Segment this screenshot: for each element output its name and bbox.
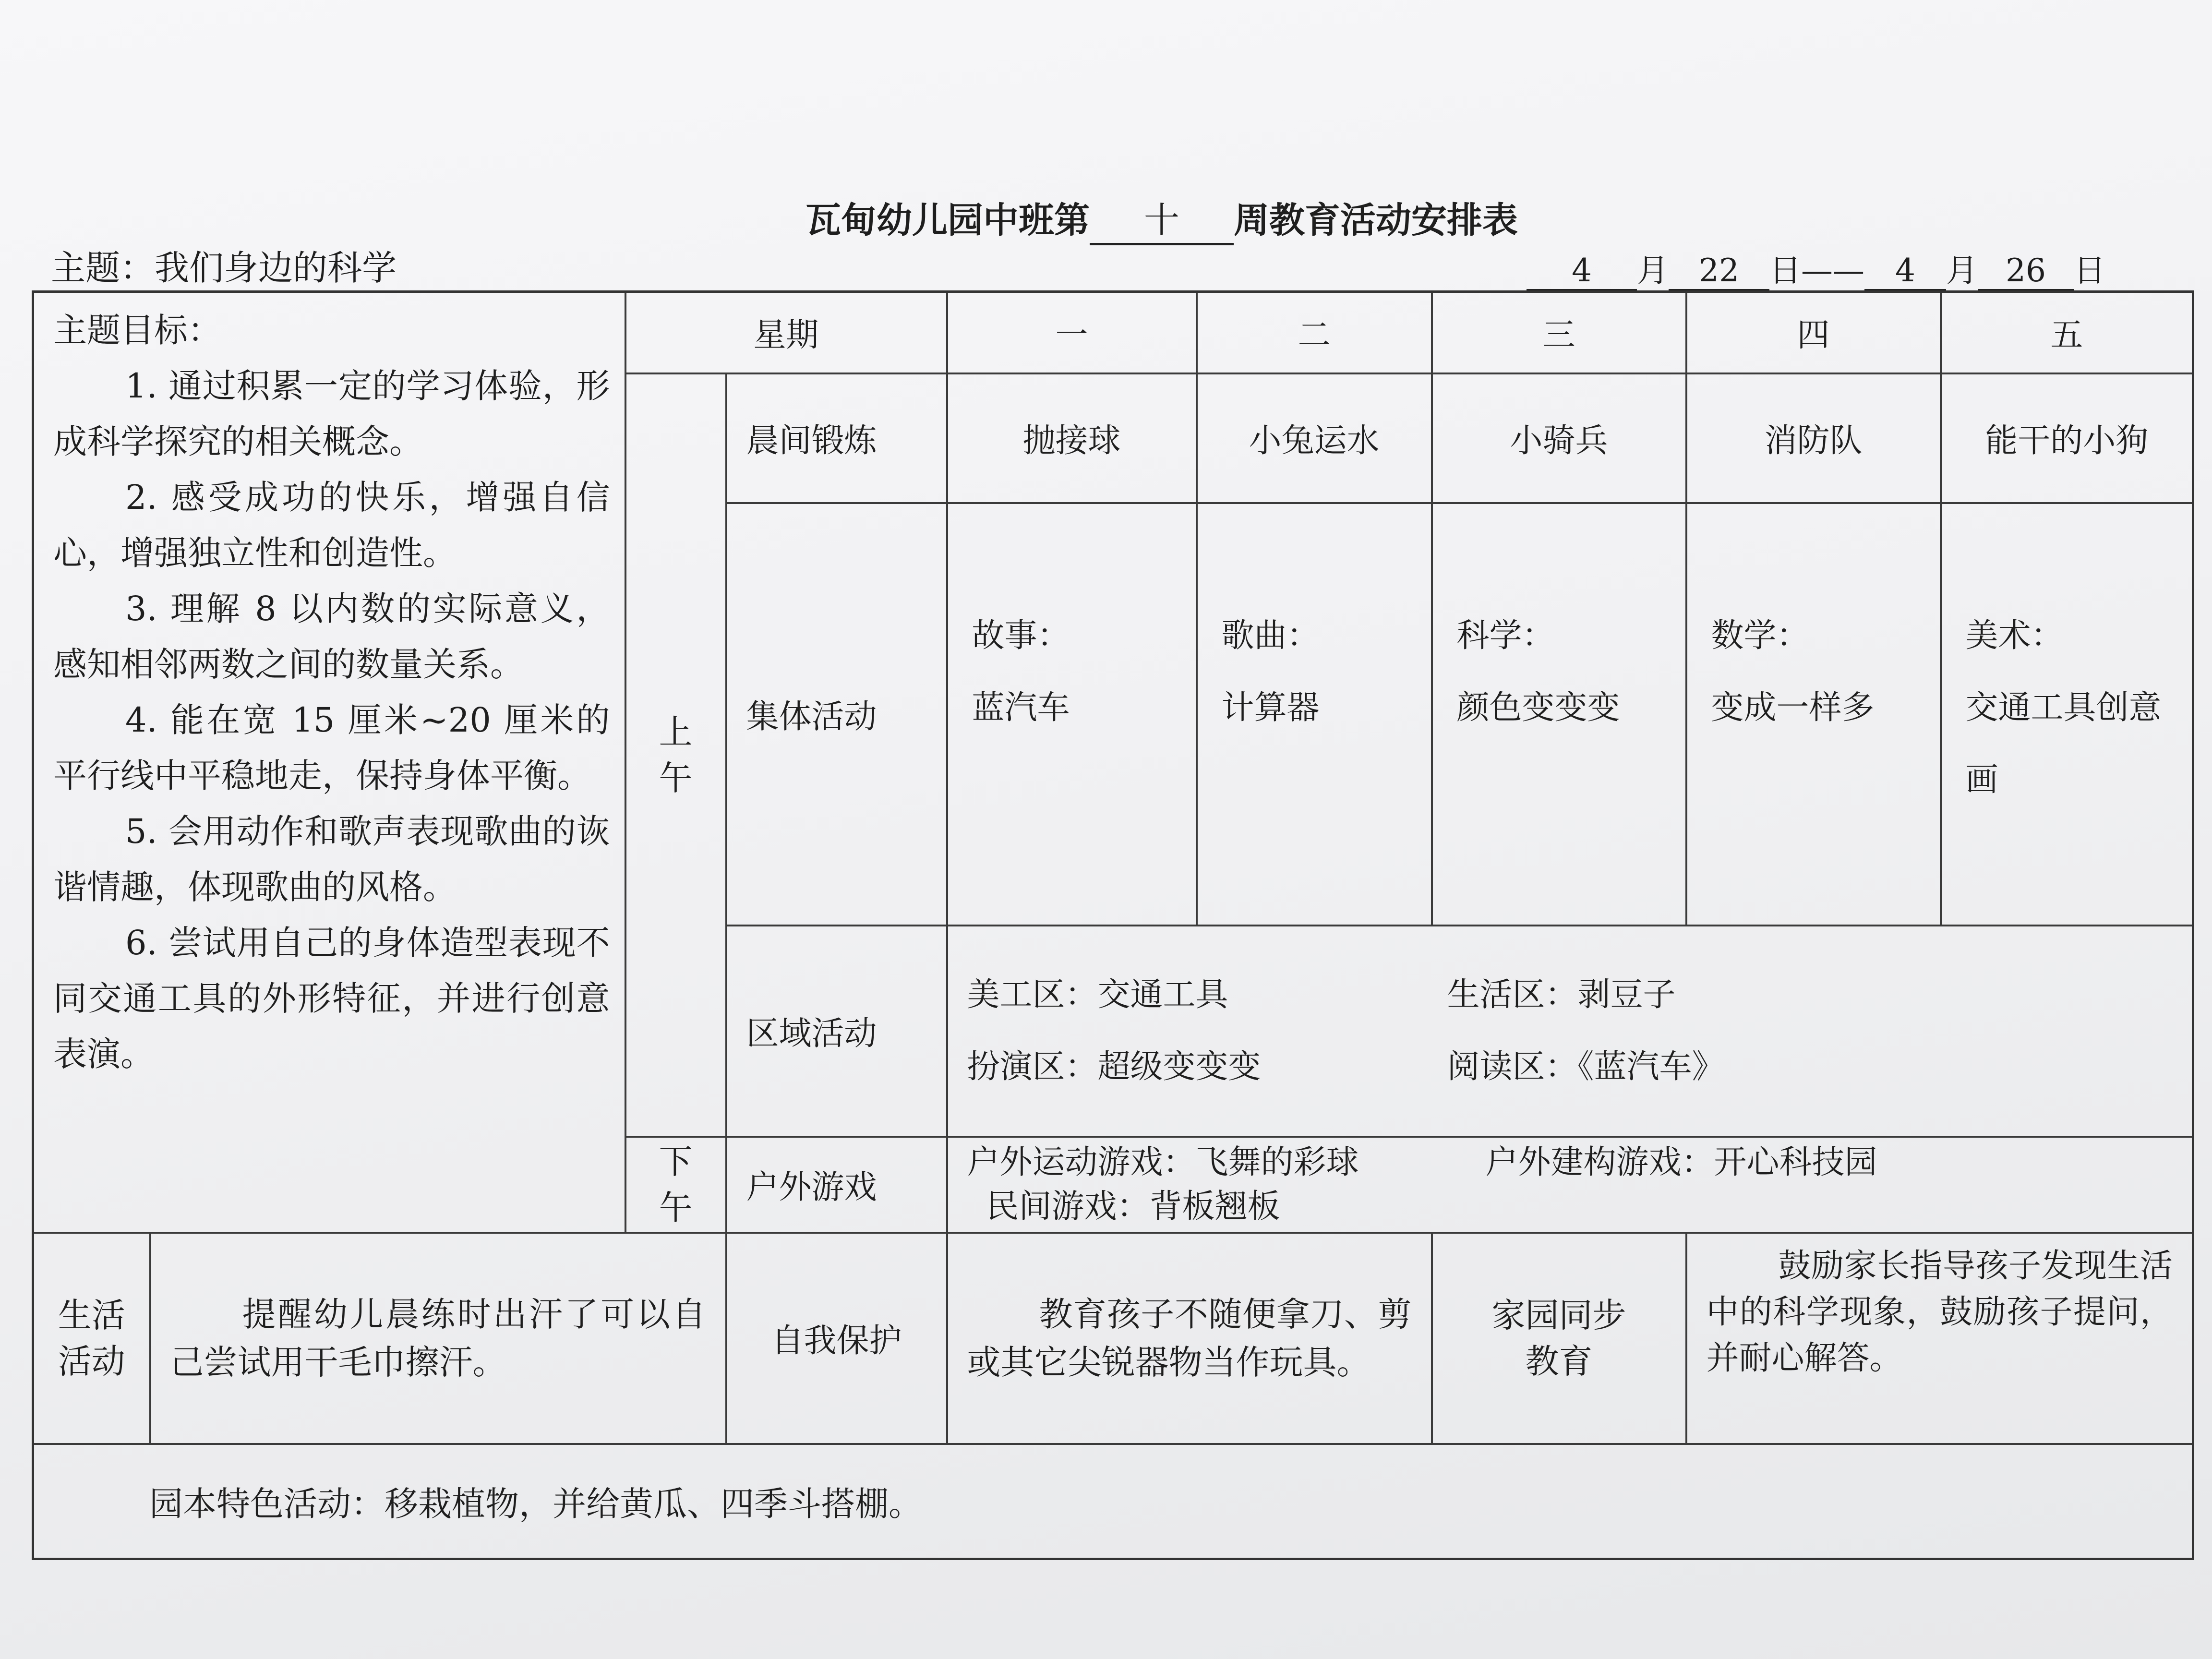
exercise-item: 能干的小狗 [1941,373,2193,503]
end-day: 26 [1978,252,2074,291]
roleplay-area: 扮演区：超级变变变 [967,1047,1261,1086]
row-label: 晨间锻炼 [726,373,947,503]
start-month: 4 [1527,252,1637,291]
life-area: 生活区：剥豆子 [1447,975,1676,1014]
goal-item: 2. 感受成功的快乐，增强自信心，增强独立性和创造性。 [53,478,610,573]
goal-item: 4. 能在宽 15 厘米~20 厘米的平行线中平稳地走，保持身体平衡。 [53,700,610,795]
home-school-label: 家园同步教育 [1432,1233,1686,1444]
activity-cell [1432,503,1686,926]
self-protection-content: 教育孩子不随便拿刀、剪或其它尖锐器物当作玩具。 [947,1233,1432,1444]
goals-heading: 主题目标： [53,311,221,350]
row-label: 集体活动 [726,503,947,926]
area-activity-cell [947,926,2193,1137]
activity-name: 计算器 [1221,688,1320,727]
activity-subject: 数学： [1711,616,1809,655]
activity-cell [1197,503,1432,926]
reading-area: 阅读区：《蓝汽车》 [1447,1047,1725,1086]
end-month: 4 [1864,252,1946,291]
day-header: 三 [1432,292,1686,373]
day-header: 一 [947,292,1197,373]
feature-activity: 园本特色活动：移栽植物，并给黄瓜、四季斗搭棚。 [33,1444,2193,1559]
activity-cell [1686,503,1941,926]
folk-game: 民间游戏：背板翘板 [986,1187,1280,1226]
outdoor-sports: 户外运动游戏：飞舞的彩球 [967,1143,1359,1181]
feature-row [33,1444,2193,1559]
art-area: 美工区：交通工具 [967,975,1228,1014]
goal-item: 5. 会用动作和歌声表现歌曲的诙谐情趣，体现歌曲的风格。 [53,812,610,907]
activity-subject: 歌曲： [1221,616,1320,655]
day-char: 日 [2074,252,2105,289]
month-char: 月 [1946,252,1978,289]
activity-subject: 美术： [1965,616,2064,655]
goal-item: 3. 理解 8 以内数的实际意义，感知相邻两数之间的数量关系。 [53,589,610,684]
theme-goals [33,292,625,1233]
activity-name: 颜色变变变 [1456,688,1620,727]
activity-cell [947,503,1197,926]
title-suffix: 周教育活动安排表 [1234,200,1518,241]
outdoor-cell [947,1137,2193,1233]
row-label: 区域活动 [726,926,947,1137]
goal-item: 1. 通过积累一定的学习体验，形成科学探究的相关概念。 [53,366,610,461]
title-prefix: 瓦甸幼儿园中班第 [805,200,1090,241]
outdoor-building: 户外建构游戏：开心科技园 [1485,1143,1877,1181]
home-school-content: 鼓励家长指导孩子发现生活中的科学现象，鼓励孩子提问，并耐心解答。 [1686,1233,2193,1444]
activity-name: 交通工具创意画 [1965,688,2162,799]
day-header: 四 [1686,292,1941,373]
life-row [33,1233,2193,1444]
weekday-header: 星期 [625,292,947,373]
row-label: 户外游戏 [726,1137,947,1233]
day-separator: 日—— [1769,252,1864,289]
activity-name: 变成一样多 [1711,688,1875,727]
day-header: 五 [1941,292,2193,373]
afternoon-label: 下 午 [625,1137,726,1233]
start-day: 22 [1669,252,1769,291]
month-char: 月 [1637,252,1669,289]
activity-subject: 故事： [972,616,1070,655]
exercise-item: 抛接球 [947,373,1197,503]
week-number: 十 [1090,192,1234,245]
morning-label: 上 午 [625,373,726,1137]
schedule-table [32,290,2194,1560]
self-protection-label: 自我保护 [726,1233,947,1444]
exercise-item: 小兔运水 [1197,373,1432,503]
goal-item: 6. 尝试用自己的身体造型表现不同交通工具的外形特征，并进行创意表演。 [53,923,610,1074]
activity-name: 蓝汽车 [972,688,1070,727]
header-row [33,292,2193,373]
life-activity-label: 生活活动 [33,1233,150,1444]
life-activity-content: 提醒幼儿晨练时出汗了可以自己尝试用干毛巾擦汗。 [150,1233,726,1444]
exercise-item: 小骑兵 [1432,373,1686,503]
activity-cell [1941,503,2193,926]
document-title [787,192,1536,245]
theme-line: 主题：我们身边的科学 [51,248,397,288]
day-header: 二 [1197,292,1432,373]
exercise-item: 消防队 [1686,373,1941,503]
date-range [1527,245,2105,291]
activity-subject: 科学： [1456,616,1555,655]
